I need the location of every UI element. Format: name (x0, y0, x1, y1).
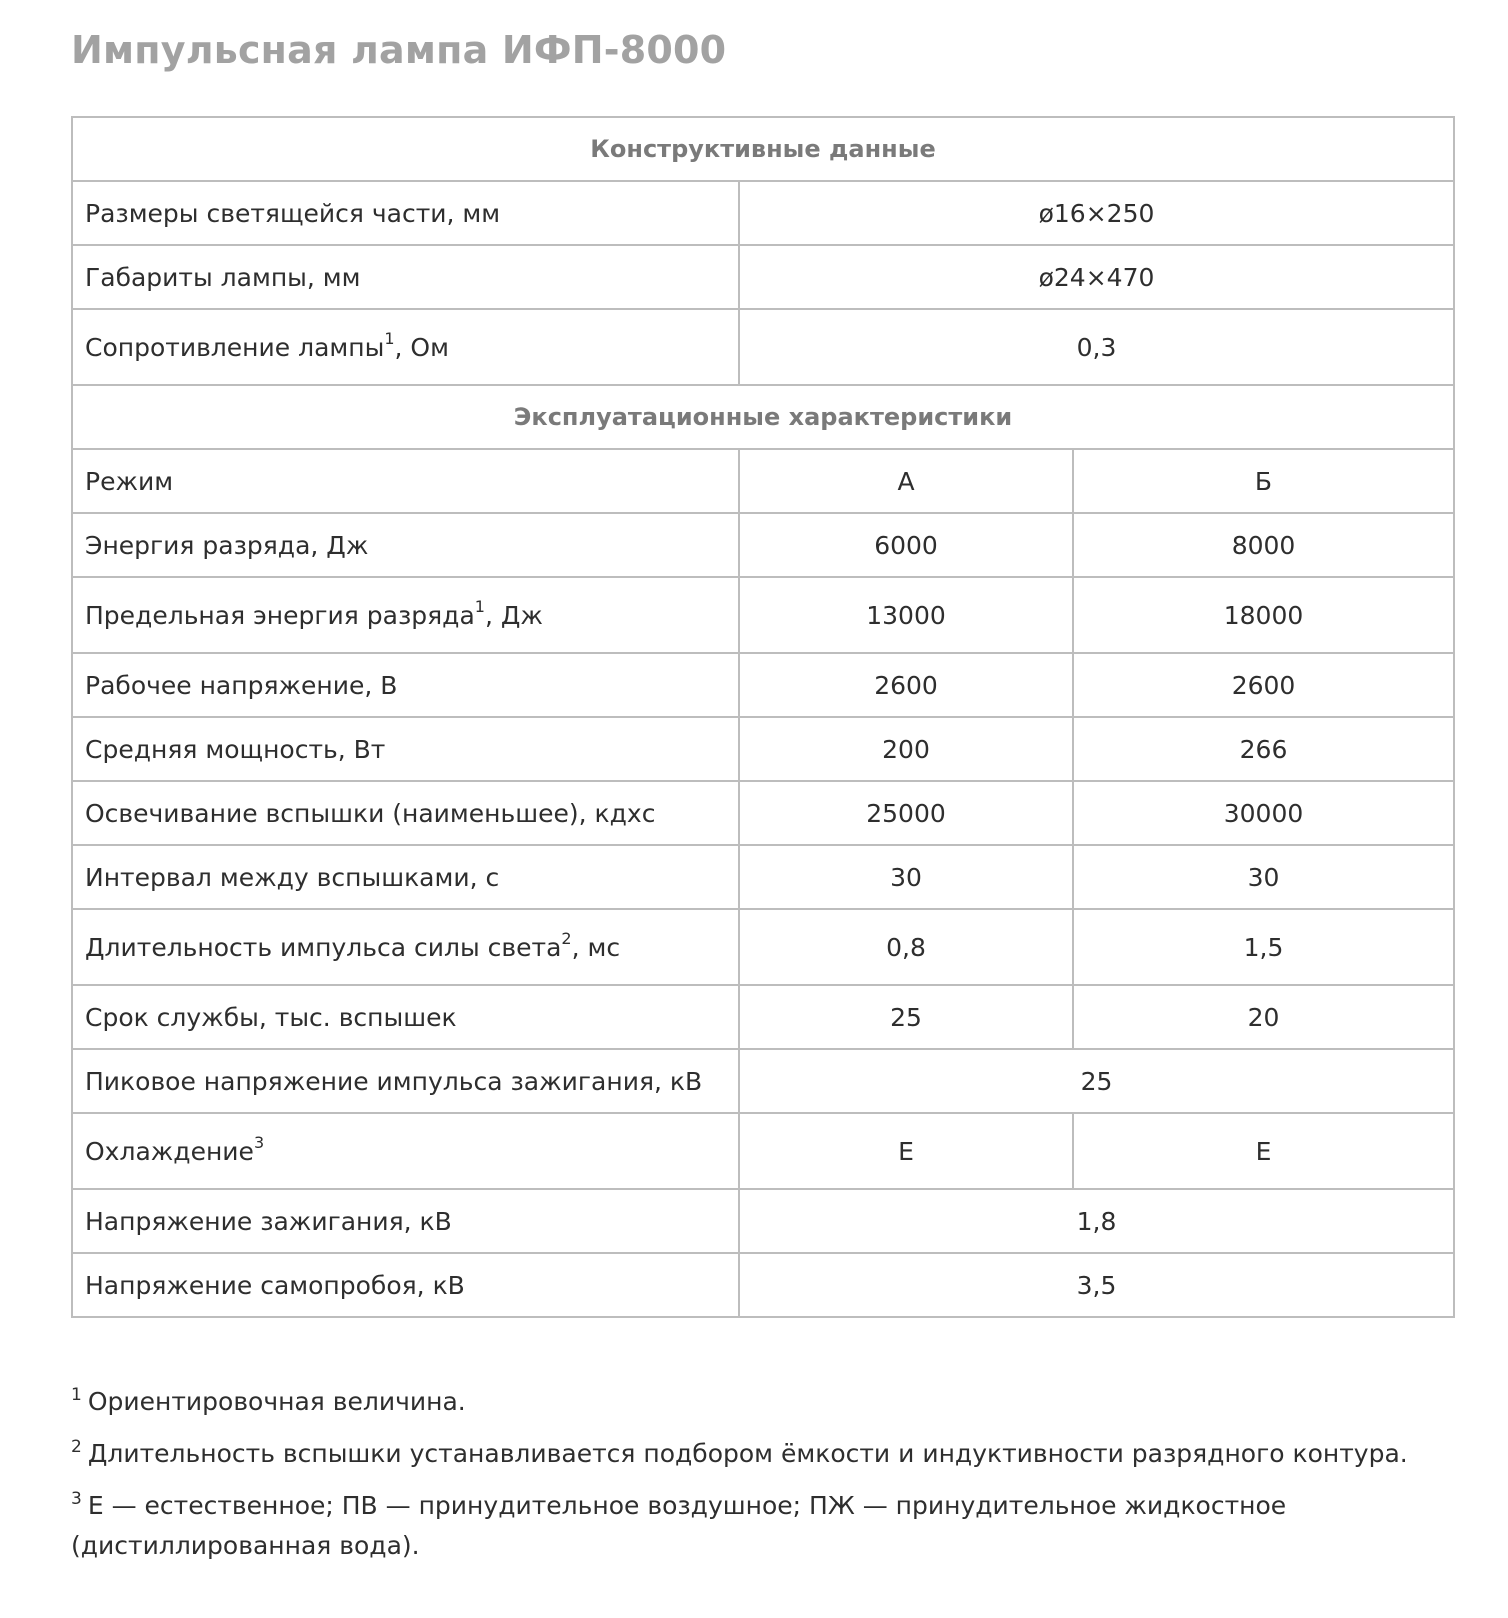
table-row (72, 245, 1454, 309)
mode-b-value: 8000 (1073, 513, 1454, 577)
table-row (72, 1253, 1454, 1317)
section-construct: Конструктивные данные (72, 117, 1454, 181)
mode-a-value: 6000 (739, 513, 1073, 577)
table-row (72, 845, 1454, 909)
footnote (71, 1382, 1451, 1422)
table-row (72, 309, 1454, 385)
mode-b-value: 30 (1073, 845, 1454, 909)
row-label: Энергия разряда, Дж (72, 513, 739, 577)
mode-a-value: 2600 (739, 653, 1073, 717)
footnote-mark: 2 (561, 928, 572, 948)
mode-a-value: 200 (739, 717, 1073, 781)
row-label: Напряжение самопробоя, кВ (72, 1253, 739, 1317)
row-value: 0,3 (739, 309, 1454, 385)
table-row (72, 653, 1454, 717)
row-label: Режим (72, 449, 739, 513)
label-text: Длительность импульса силы света (85, 932, 562, 962)
table-row (72, 1113, 1454, 1189)
mode-a-value: 25 (739, 985, 1073, 1049)
table-row (72, 181, 1454, 245)
row-label (72, 309, 739, 385)
mode-a-value: 25000 (739, 781, 1073, 845)
section-exploit: Эксплуатационные характеристики (72, 385, 1454, 449)
table-row (72, 577, 1454, 653)
footnote (71, 1434, 1451, 1474)
table-row (72, 717, 1454, 781)
footnote-text: Е — естественное; ПВ — принудительное воздушное; ПЖ — принудительное жидкостное (дистиллированная вода). (71, 1491, 1287, 1560)
footnote-mark: 1 (384, 328, 395, 348)
footnote-mark: 1 (71, 1385, 82, 1405)
mode-b-value: 20 (1073, 985, 1454, 1049)
mode-b-value: Е (1073, 1113, 1454, 1189)
row-label: Размеры светящейся части, мм (72, 181, 739, 245)
label-unit: , Дж (484, 600, 543, 630)
footnote-mark: 2 (71, 1437, 82, 1457)
row-label: Напряжение зажигания, кВ (72, 1189, 739, 1253)
label-text: Сопротивление лампы (85, 332, 385, 362)
mode-b-value: 18000 (1073, 577, 1454, 653)
section-header-row (72, 385, 1454, 449)
mode-b-value: 2600 (1073, 653, 1454, 717)
footnotes (71, 1382, 1451, 1578)
row-label: Габариты лампы, мм (72, 245, 739, 309)
row-label (72, 1113, 739, 1189)
section-header-row (72, 117, 1454, 181)
row-label: Срок службы, тыс. вспышек (72, 985, 739, 1049)
table-row (72, 985, 1454, 1049)
row-value: ø16×250 (739, 181, 1454, 245)
table-row (72, 1049, 1454, 1113)
mode-b-value: Б (1073, 449, 1454, 513)
table-row (72, 781, 1454, 845)
mode-a-value: 13000 (739, 577, 1073, 653)
row-label: Средняя мощность, Вт (72, 717, 739, 781)
row-label: Пиковое напряжение импульса зажигания, кВ (72, 1049, 739, 1113)
row-value: ø24×470 (739, 245, 1454, 309)
mode-a-value: 30 (739, 845, 1073, 909)
table-row (72, 449, 1454, 513)
label-text: Охлаждение (85, 1136, 254, 1166)
footnote (71, 1486, 1451, 1566)
footnote-text: Длительность вспышки устанавливается подбором ёмкости и индуктивности разрядного контура. (87, 1439, 1408, 1468)
label-unit: , Ом (394, 332, 449, 362)
row-value: 1,8 (739, 1189, 1454, 1253)
row-label (72, 577, 739, 653)
footnote-text: Ориентировочная величина. (87, 1387, 466, 1416)
row-label (72, 909, 739, 985)
row-value: 3,5 (739, 1253, 1454, 1317)
table-row (72, 909, 1454, 985)
mode-b-value: 30000 (1073, 781, 1454, 845)
mode-a-value: Е (739, 1113, 1073, 1189)
label-unit: , мс (571, 932, 621, 962)
mode-b-value: 1,5 (1073, 909, 1454, 985)
row-label: Рабочее напряжение, В (72, 653, 739, 717)
mode-b-value: 266 (1073, 717, 1454, 781)
row-value: 25 (739, 1049, 1454, 1113)
row-label: Освечивание вспышки (наименьшее), кдхс (72, 781, 739, 845)
footnote-mark: 3 (253, 1132, 265, 1152)
label-text: Предельная энергия разряда (85, 600, 475, 630)
row-label: Интервал между вспышками, с (72, 845, 739, 909)
footnote-mark: 1 (474, 596, 485, 616)
mode-a-value: А (739, 449, 1073, 513)
table-row (72, 513, 1454, 577)
spec-table (71, 116, 1455, 1318)
footnote-mark: 3 (71, 1489, 82, 1509)
table-row (72, 1189, 1454, 1253)
mode-a-value: 0,8 (739, 909, 1073, 985)
page-title: Импульсная лампа ИФП-8000 (71, 28, 727, 72)
